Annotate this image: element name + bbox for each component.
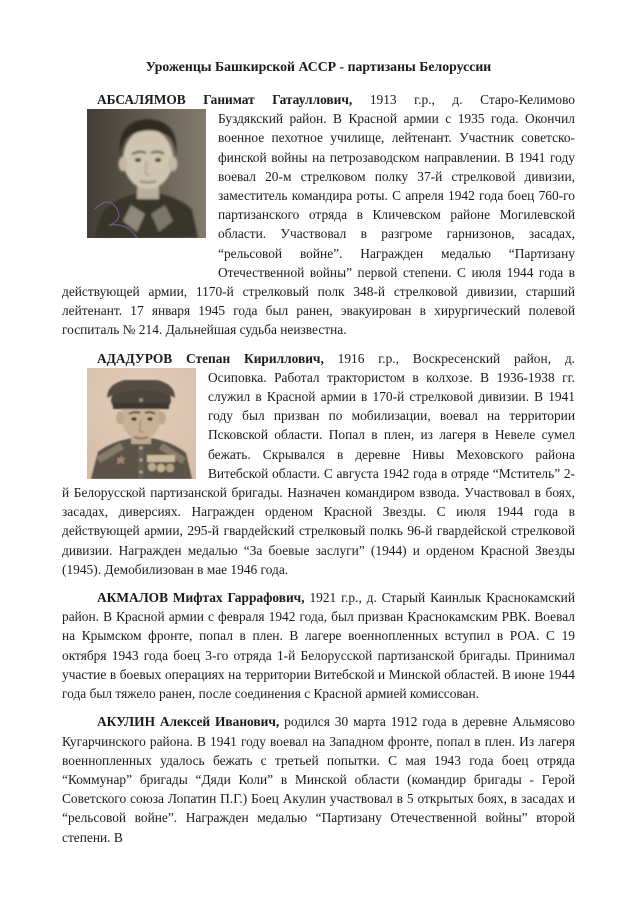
entry-text: Осиповка. Работал трактористом в колхозе. В 1936-1938 гг. служил в Красной армии в 170-й стрелковой дивизии. В 1941 году был призван по мобилизации, воевал на территории Псковской области. Попал в плен, из лагеря в Невеле сумел бежать. Скрывался в деревне Нивы Меховского района Витебской области. С августа 1942 года в отряде “Мститель” 2-й Белорусской партизанской бригады. Назначен командиром взвода. Участвовал в боях, засадах, диверсиях. Награжден орденом Красной Звезды. С июля 1944 года в действующей армии, 295-й гвардейский стрелковый полкь 96-й гвардейской стрелковой дивизии. Награжден медалью “За боевые заслуги” (1944) и орденом Красной Звезды (1945). Демобилизован в мае 1946 года. [62, 369, 575, 577]
portrait-photo-image [87, 368, 196, 479]
person-name: АКМАЛОВ Мифтах Гаррафович, [97, 590, 305, 606]
portrait-photo-absalyamov [87, 109, 206, 238]
entry-text: Буздякский район. В Красной армии с 1935 года. Окончил военное пехотное училище, лейтенант. Участник советско-финской войны на петрозаводском направлении. В 1941 году воевал 20-м стрелковом полку 37-й стрелковой дивизии, заместитель командира роты. С апреля 1942 года боец 760-го партизанского отряда в Кличевском районе Могилевской области. Участвовал в разгроме гарнизонов, засадах, “рельсовой войне”. Награжден медалью “Партизану Отечественной войны” первой степени. С июля 1944 года в действующей армии, 1170-й стрелковый полк 348-й стрелковой дивизии, старший лейтенант. 17 января 1945 года был ранен, эвакуирован в хирургический полевой госпиталь № 214. Дальнейшая судьба неизвестна. [62, 111, 575, 338]
portrait-photo-adadurov [87, 368, 196, 479]
portrait-photo-image [87, 109, 206, 238]
entry-first-line [62, 90, 575, 109]
entry-first-line [62, 349, 575, 368]
entry-text: родился 30 марта 1912 года в деревне Альмясово Кугарчинского района. В 1941 году воевал на Западном фронте, попал в плен. Из лагеря военнопленных удалось бежать с третьей попытки. С мая 1943 года боец отряда “Коммунар” бригады “Дяди Коли” в Минской области (командир бригады - Герой Советского союза Лопатин П.Г.) Боец Акулин участвовал в 5 открытых боях, в засадах и “рельсовой войне”. Награжден медалью “Партизану Отечественной войны” второй степени. В [62, 714, 575, 845]
entry-body [62, 368, 575, 579]
person-name: АКУЛИН Алексей Иванович, [97, 714, 280, 730]
entry-text: 1921 г.р., д. Старый Каинлык Краснокамский район. В Красной армии с февраля 1942 года, был призван Краснокамским РВК. Воевал на Крымском фронте, попал в плен. В лагере военнопленных вступил в РОА. С 19 октября 1943 года боец 3-го отряда 1-й Белорусской партизанской бригады. Принимал участие в боевых операциях на территории Витебской и Минской областей. В июне 1944 года был тяжело ранен, после соединения с Красной армией комиссован. [62, 590, 576, 702]
person-intro: 1913 г.р., д. Старо-Келимово [369, 92, 575, 107]
person-name: АДАДУРОВ Степан Кириллович, [97, 350, 324, 366]
entry-adadurov [62, 349, 575, 579]
entry-absalyamov [62, 90, 575, 340]
person-name: АБСАЛЯМОВ Ганимат Гатауллович, [97, 92, 353, 107]
entry-akmalov [62, 588, 575, 703]
entry-akulin [62, 712, 575, 846]
person-intro: 1916 г.р., Воскресенский район, д. [337, 350, 575, 366]
entry-body [62, 109, 575, 339]
document-title: Уроженцы Башкирской АССР - партизаны Белоруссии [145, 59, 492, 74]
